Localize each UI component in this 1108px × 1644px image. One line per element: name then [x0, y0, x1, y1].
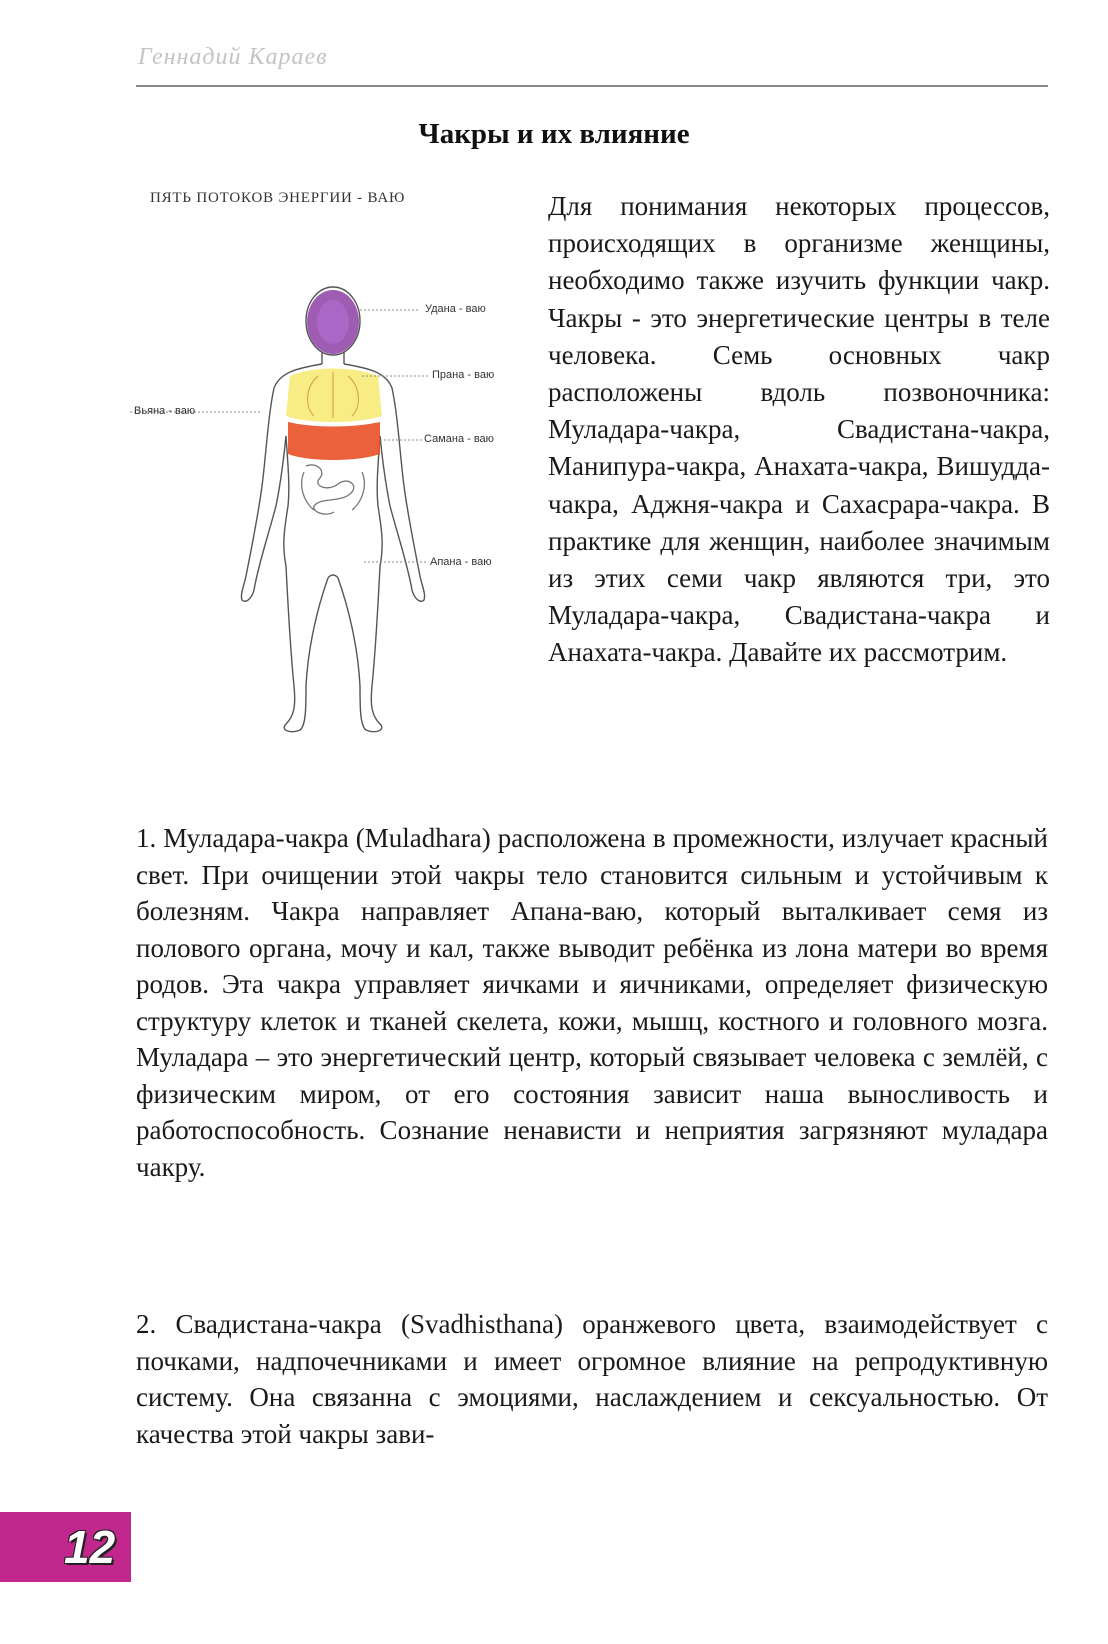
samana-region	[288, 422, 380, 460]
label-udana-vayu: Удана - ваю	[425, 303, 486, 315]
section-title: Чакры и их влияние	[418, 118, 690, 150]
running-head-author: Геннадий Караев	[138, 44, 328, 70]
page-number: 12	[64, 1521, 116, 1573]
paragraph-svadhisthana: 2. Свадистана-чакра (Svadhisthana) оранжевого цвета, взаимодействует с почками, надпочечниками и имеет огромное влияние на репродуктивную систему. Она связанна с эмоциями, наслаждением и сексуальностью. От качества этой чакры зави-	[136, 1309, 1048, 1449]
figure-caption: ПЯТЬ ПОТОКОВ ЭНЕРГИИ - ВАЮ	[150, 190, 406, 206]
label-vyana-vayu: Вьяна - ваю	[134, 405, 196, 417]
paragraph-muladhara: 1. Муладара-чакра (Muladhara) расположена в промежности, излучает красный свет. При очищении этой чакры тело становится сильным и устойчивым к болезням. Чакра направляет Апана-ваю, который выталкивает семя из полового органа, мочу и кал, также выводит ребёнка из лона матери во время родов. Эта чакра управляет яичками и яичниками, определяет физическую структуру клеток и тканей скелета, кожи, мышц, костного и головного мозга. Муладара – это энергетический центр, который связывает человека с землёй, с физическим миром, от его состояния зависит наша выносливость и работоспособность. Сознание ненависти и неприятия загрязняют муладара чакру.	[136, 823, 1048, 1182]
leader-lines	[130, 310, 428, 562]
intestines	[302, 465, 365, 514]
header-rule	[136, 85, 1048, 87]
prana-region	[286, 369, 382, 423]
intro-paragraph: Для понимания некоторых процессов, происходящих в организме женщины, необходимо также изучить функции чакр. Чакры - это энергетические центры в теле человека. Семь основных чакр расположены вдоль позвоночника: Муладара-чакра, Свадистана-чакра, Манипура-чакра, Анахата-чакра, Вишудда-чакра, Аджня-чакра и Сахасрара-чакра. В практике для женщин, наиболее значимым из этих семи чакр являются три, это Муладара-чакра, Свадистана-чакра и Анахата-чакра. Давайте их рассмотрим.	[548, 191, 1050, 668]
label-samana-vayu: Самана - ваю	[424, 433, 494, 445]
label-prana-vayu: Прана - ваю	[432, 369, 495, 381]
label-apana-vayu: Апана - ваю	[430, 556, 492, 568]
body-vayu-diagram	[128, 186, 538, 746]
